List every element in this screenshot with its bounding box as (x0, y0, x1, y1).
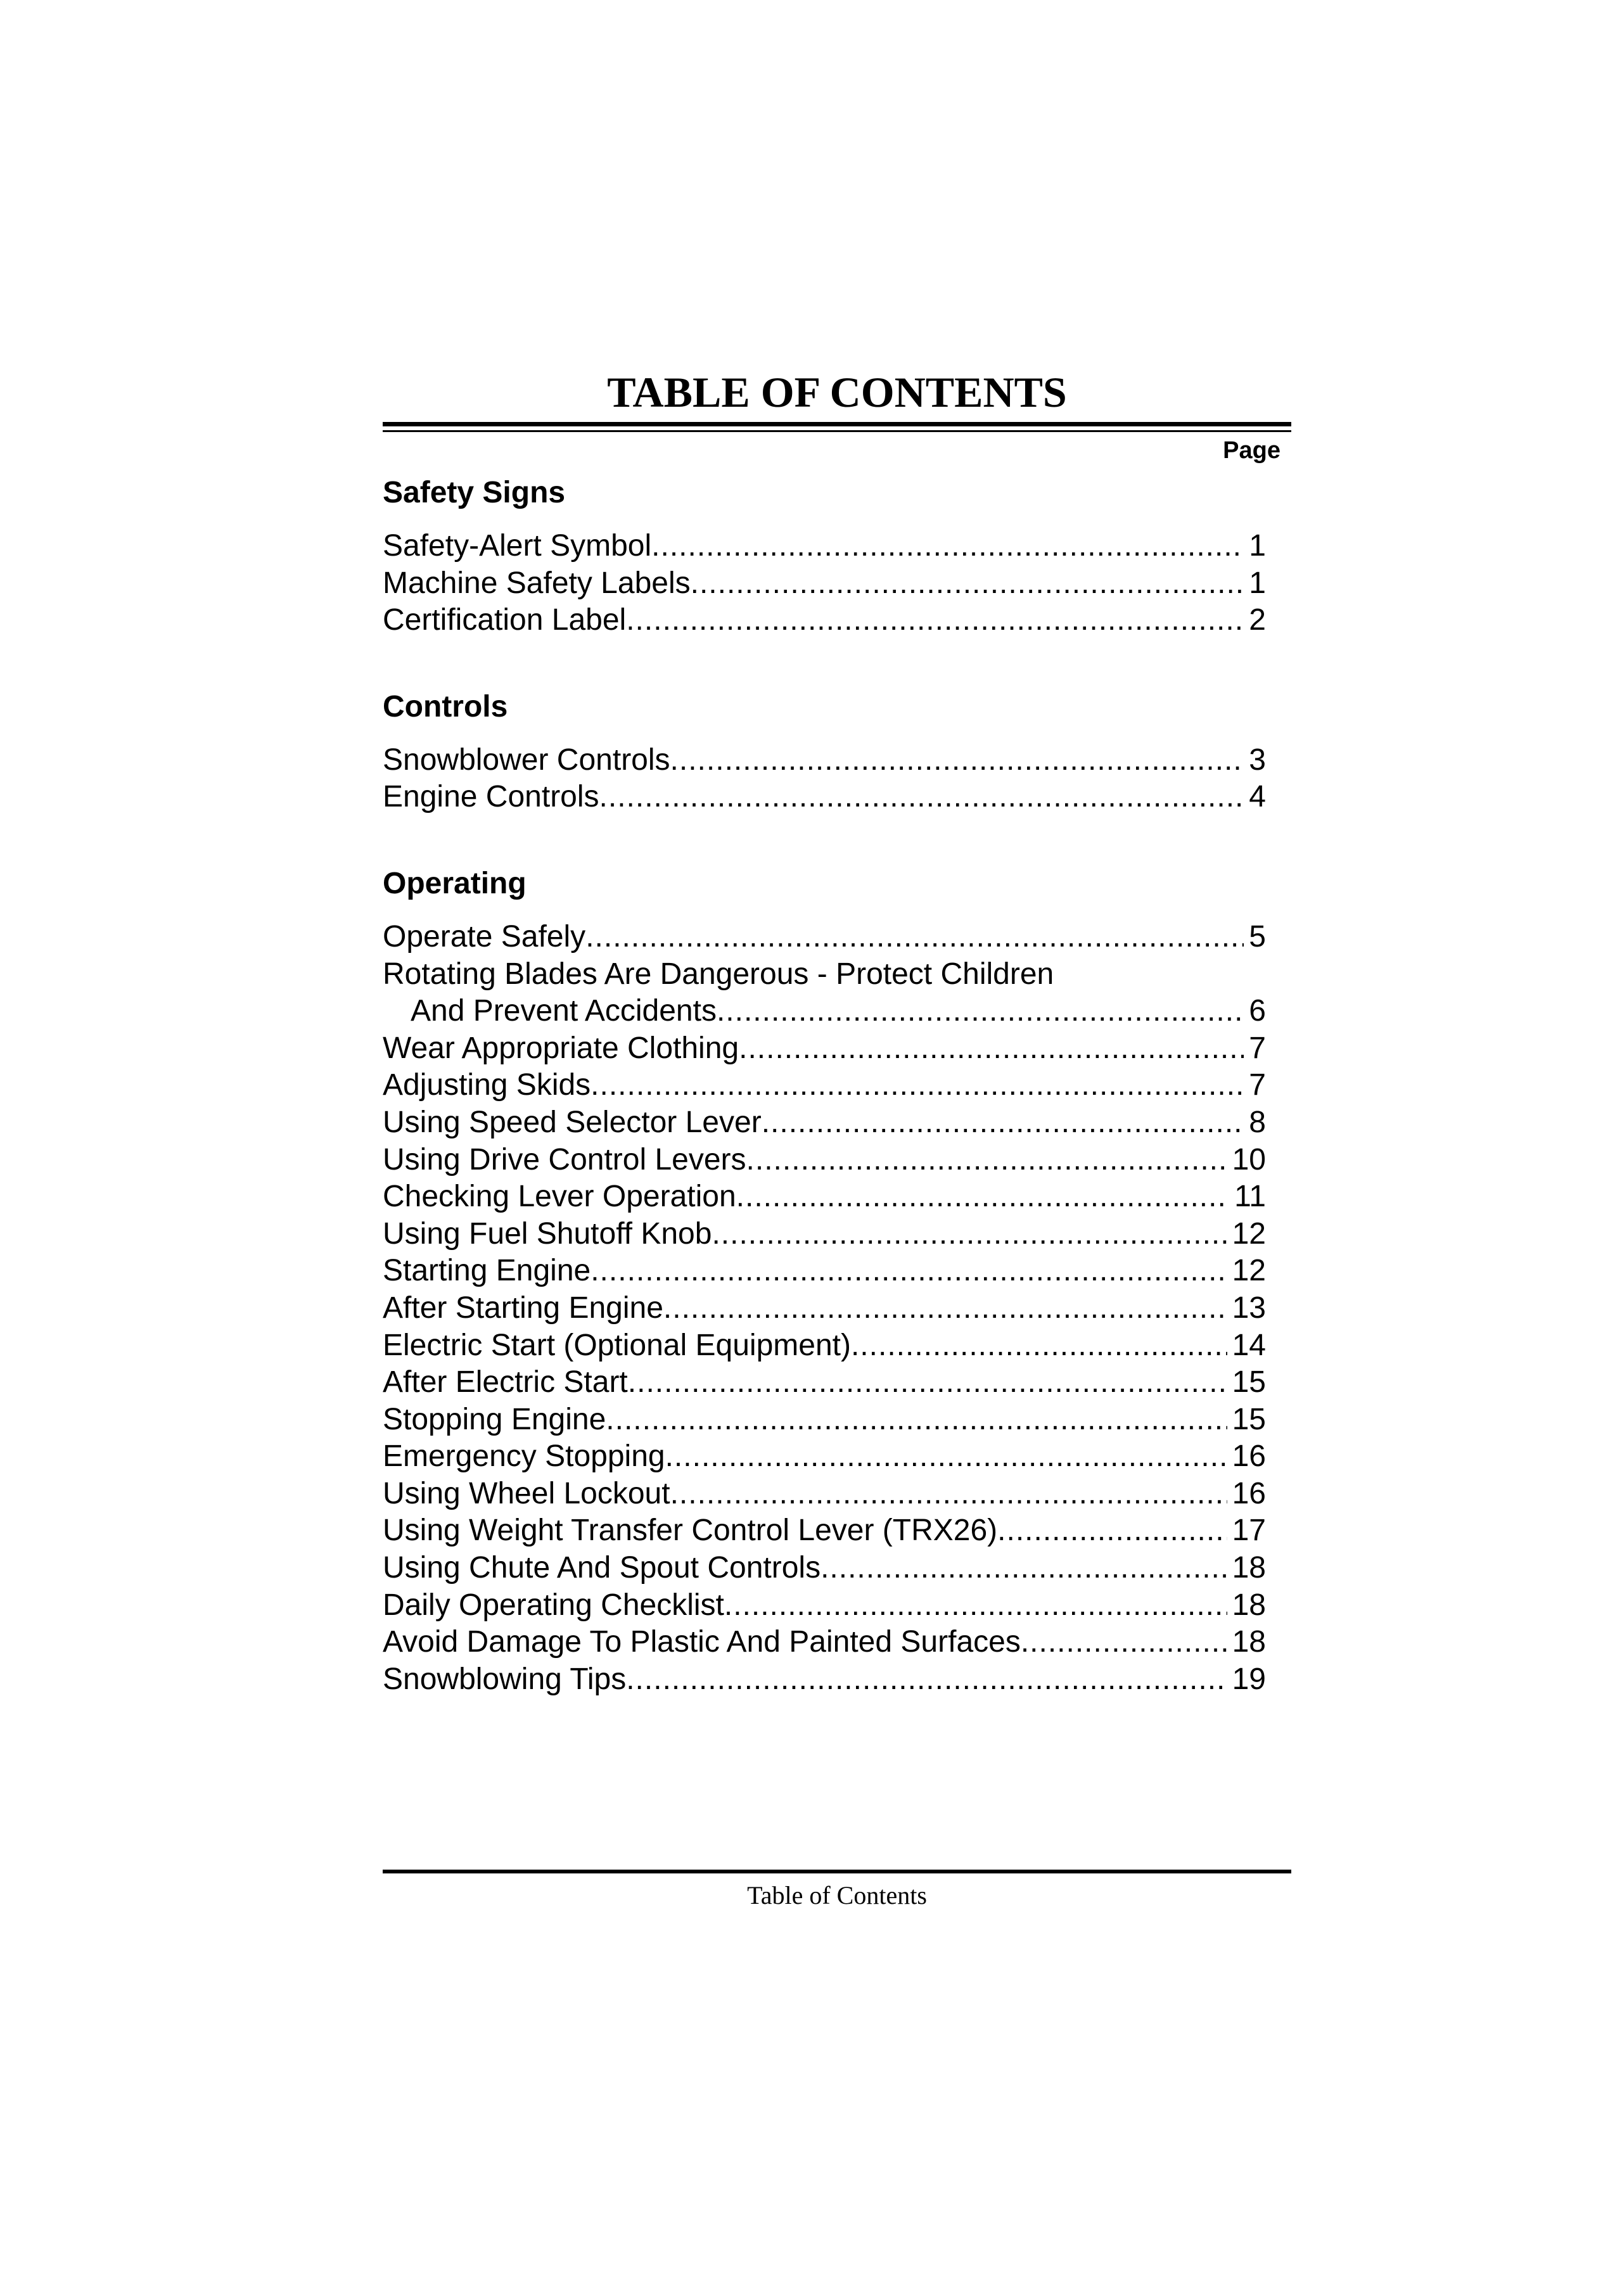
toc-entry-title: After Starting Engine (383, 1291, 663, 1325)
toc-entry[interactable] (383, 565, 1266, 603)
dot-leader (626, 1661, 1227, 1699)
toc-entry-page: 6 (1249, 994, 1266, 1028)
toc-section (383, 478, 1291, 639)
toc-entry-title: Safety-Alert Symbol (383, 529, 652, 563)
dot-leader (821, 1550, 1227, 1587)
toc-entry[interactable] (383, 528, 1266, 565)
dot-leader (1021, 1624, 1227, 1661)
dot-leader (724, 1587, 1227, 1624)
toc-entry[interactable] (383, 742, 1266, 779)
toc-entry-page: 19 (1232, 1662, 1266, 1696)
dot-leader (626, 602, 1244, 639)
toc-entry-title: Snowblowing Tips (383, 1662, 627, 1696)
toc-entry-title: Adjusting Skids (383, 1068, 591, 1102)
toc-entry-title: Using Weight Transfer Control Lever (TRX26) (383, 1514, 998, 1548)
toc-entry-title: Checking Lever Operation (383, 1180, 736, 1214)
toc-entry-title: Using Wheel Lockout (383, 1476, 670, 1510)
toc-entry-page: 18 (1232, 1588, 1266, 1622)
toc-entry-page: 11 (1234, 1180, 1266, 1214)
dot-leader (670, 742, 1244, 779)
toc-entry-title: And Prevent Accidents (411, 994, 717, 1028)
toc-entry-page: 12 (1232, 1254, 1266, 1288)
toc-entry-title: Electric Start (Optional Equipment) (383, 1328, 851, 1362)
toc-entry[interactable] (383, 779, 1266, 816)
dot-leader (739, 1030, 1244, 1068)
toc-entry-title: Using Fuel Shutoff Knob (383, 1216, 712, 1251)
page-column-label: Page (1223, 437, 1280, 464)
toc-entry[interactable] (383, 1216, 1266, 1253)
toc-entry[interactable] (383, 919, 1266, 956)
toc-entry-title: Using Drive Control Levers (383, 1142, 746, 1177)
toc-entry-title: Rotating Blades Are Dangerous - Protect Children (383, 957, 1054, 991)
toc-entry-title: Operate Safely (383, 919, 586, 953)
toc-entry-page: 1 (1249, 529, 1266, 563)
toc-entry[interactable] (383, 1142, 1266, 1179)
toc-entry[interactable] (383, 602, 1266, 639)
dot-leader (851, 1327, 1227, 1365)
footer-label: Table of Contents (747, 1881, 927, 1910)
toc-entry[interactable] (383, 1550, 1266, 1587)
toc-entry-page: 15 (1232, 1402, 1266, 1436)
toc-entry[interactable] (383, 1104, 1266, 1142)
toc-entry-page: 2 (1249, 603, 1266, 637)
toc-entry-title: Using Chute And Spout Controls (383, 1551, 821, 1585)
toc-entry-title: Certification Label (383, 603, 627, 637)
dot-leader (997, 1512, 1227, 1550)
toc-entry[interactable] (383, 1030, 1266, 1068)
toc-section (383, 866, 1291, 1698)
toc-entry[interactable] (383, 1253, 1266, 1290)
dot-leader (599, 779, 1244, 816)
toc-entry-title: Wear Appropriate Clothing (383, 1031, 739, 1065)
toc-entry-page: 18 (1232, 1625, 1266, 1659)
dot-leader (746, 1142, 1227, 1179)
section-title: Operating (383, 866, 527, 900)
dot-leader (663, 1290, 1227, 1327)
dot-leader (665, 1438, 1227, 1476)
toc-entry[interactable] (383, 1290, 1266, 1327)
toc-entry-page: 4 (1249, 780, 1266, 814)
toc-entry[interactable] (383, 1364, 1266, 1401)
toc-entry-page: 3 (1249, 743, 1266, 777)
toc-entry-title: Starting Engine (383, 1254, 591, 1288)
dot-leader (606, 1401, 1227, 1439)
toc-entry-page: 16 (1232, 1476, 1266, 1510)
dot-leader (691, 565, 1244, 603)
dot-leader (670, 1476, 1227, 1513)
footer-rule (383, 1870, 1291, 1873)
toc-entry[interactable] (383, 1476, 1266, 1513)
dot-leader (591, 1067, 1244, 1104)
toc-entry-page: 10 (1232, 1142, 1266, 1177)
title-double-rule (383, 422, 1291, 432)
dot-leader (736, 1178, 1230, 1216)
toc-entry-page: 7 (1249, 1031, 1266, 1065)
toc-content (383, 368, 1291, 1698)
toc-entry[interactable] (383, 1067, 1266, 1104)
dot-leader (712, 1216, 1227, 1253)
toc-entry-title: After Electric Start (383, 1365, 628, 1400)
toc-entry-page: 16 (1232, 1439, 1266, 1474)
toc-entry-page: 8 (1249, 1105, 1266, 1139)
toc-entry[interactable] (383, 956, 1266, 993)
dot-leader (762, 1104, 1244, 1142)
toc-entry-page: 15 (1232, 1365, 1266, 1400)
dot-leader (591, 1253, 1227, 1290)
toc-entry-title: Machine Safety Labels (383, 566, 691, 600)
toc-section (383, 689, 1291, 816)
toc-entry[interactable] (383, 1624, 1266, 1661)
toc-entry-page: 17 (1232, 1514, 1266, 1548)
toc-entry-title: Avoid Damage To Plastic And Painted Surfaces (383, 1625, 1021, 1659)
dot-leader (628, 1364, 1227, 1401)
toc-entry-title: Emergency Stopping (383, 1439, 665, 1474)
toc-entry-page: 5 (1249, 919, 1266, 953)
toc-entry-title: Using Speed Selector Lever (383, 1105, 762, 1139)
toc-entry-page: 14 (1232, 1328, 1266, 1362)
toc-entry[interactable] (383, 1587, 1266, 1624)
dot-leader (585, 919, 1244, 956)
section-title: Safety Signs (383, 476, 566, 509)
toc-entry-page: 18 (1232, 1551, 1266, 1585)
toc-entry-title: Daily Operating Checklist (383, 1588, 724, 1622)
toc-entry[interactable] (383, 1512, 1266, 1550)
section-title: Controls (383, 689, 508, 724)
dot-leader (717, 993, 1244, 1030)
toc-entry[interactable] (383, 1438, 1266, 1476)
toc-entry-title: Engine Controls (383, 780, 599, 814)
toc-sections (383, 478, 1291, 1698)
toc-entry[interactable] (383, 993, 1266, 1030)
toc-entry[interactable] (383, 1327, 1266, 1365)
dot-leader (651, 528, 1244, 565)
toc-entry-page: 13 (1232, 1291, 1266, 1325)
toc-entry[interactable] (383, 1401, 1266, 1439)
toc-entry-page: 1 (1249, 566, 1266, 600)
toc-entry-page: 7 (1249, 1068, 1266, 1102)
toc-entry[interactable] (383, 1178, 1266, 1216)
toc-entry-title: Snowblower Controls (383, 743, 670, 777)
toc-entry-title: Stopping Engine (383, 1402, 606, 1436)
toc-entry[interactable] (383, 1661, 1266, 1699)
page-title: TABLE OF CONTENTS (607, 368, 1067, 416)
toc-entry-page: 12 (1232, 1216, 1266, 1251)
